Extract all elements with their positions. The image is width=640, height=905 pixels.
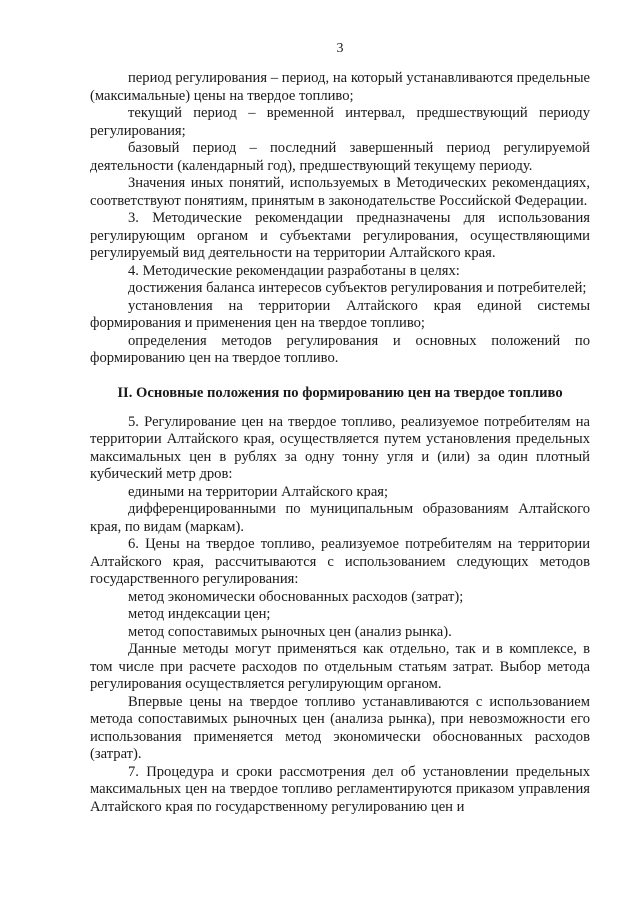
paragraph-item-4: 4. Методические рекомендации разработаны в целях: [128, 262, 460, 279]
definitions-section [90, 70, 590, 368]
paragraph-unified-prices: едиными на территории Алтайского края; [128, 483, 389, 500]
paragraph-item-7: 7. Процедура и сроки рассмотрения дел об установлении предельных максимальных цен на твердое топливо регламентируются приказом управления Алтайского края по государственному регулированию цен и [90, 763, 590, 815]
section-heading: II. Основные положения по формированию цен на твердое топливо [117, 384, 563, 401]
paragraph-base-period: базовый период – последний завершенный период регулируемой деятельности (календарный год), предшествующий текущему периоду. [90, 140, 590, 174]
document-page [90, 40, 590, 890]
paragraph-goal-unified-system: установления на территории Алтайского края единой системы формирования и применения цен на твердое топливо; [90, 297, 590, 331]
paragraph-goal-balance: достижения баланса интересов субъектов регулирования и потребителей; [128, 280, 587, 296]
paragraph-item-6: 6. Цены на твердое топливо, реализуемое потребителям на территории Алтайского края, рассчитываются с использованием следующих методов государственного регулирования: [90, 536, 590, 587]
paragraph-method-indexation: метод индексации цен; [128, 606, 271, 622]
paragraph-goal-methods: определения методов регулирования и основных положений по формированию цен на твердое топливо. [90, 332, 590, 366]
paragraph-first-pricing: Впервые цены на твердое топливо устанавливаются с использованием метода сопоставимых рыночных цен (анализа рынка), при невозможности его использования применяется метод экономически обоснованных расходов (затрат). [90, 693, 590, 762]
paragraph-regulation-period: период регулирования – период, на который устанавливаются предельные (максимальные) цены на твердое топливо; [90, 70, 590, 104]
paragraph-method-market: метод сопоставимых рыночных цен (анализ рынка). [128, 623, 452, 640]
paragraph-other-terms: Значения иных понятий, используемых в Методических рекомендациях, соответствуют понятиям, принятым в законодательстве Российской Федерации. [90, 175, 590, 209]
paragraph-item-5: 5. Регулирование цен на твердое топливо, реализуемое потребителям на территории Алтайского края, осуществляется путем установления предельных максимальных цен в рублях за одну тонну угля и (или) за один плотный кубический метр дров: [90, 413, 590, 482]
paragraph-item-3: 3. Методические рекомендации предназначены для использования регулирующим органом и субъектами регулирования, осуществляющими регулируемый вид деятельности на территории Алтайского края. [90, 210, 590, 261]
paragraph-method-cost-based: метод экономически обоснованных расходов (затрат); [128, 588, 464, 605]
paragraph-differentiated-prices: дифференцированными по муниципальным образованиям Алтайского края, по видам (маркам). [90, 501, 590, 535]
page-number: 3 [336, 41, 344, 56]
paragraph-current-period: текущий период – временной интервал, предшествующий периоду регулирования; [90, 105, 590, 139]
main-provisions-section [90, 414, 590, 817]
paragraph-methods-usage: Данные методы могут применяться как отдельно, так и в комплексе, в том числе при расчете расходов по отдельным статьям затрат. Выбор метода регулирования осуществляется регулирующим органом. [90, 641, 590, 692]
